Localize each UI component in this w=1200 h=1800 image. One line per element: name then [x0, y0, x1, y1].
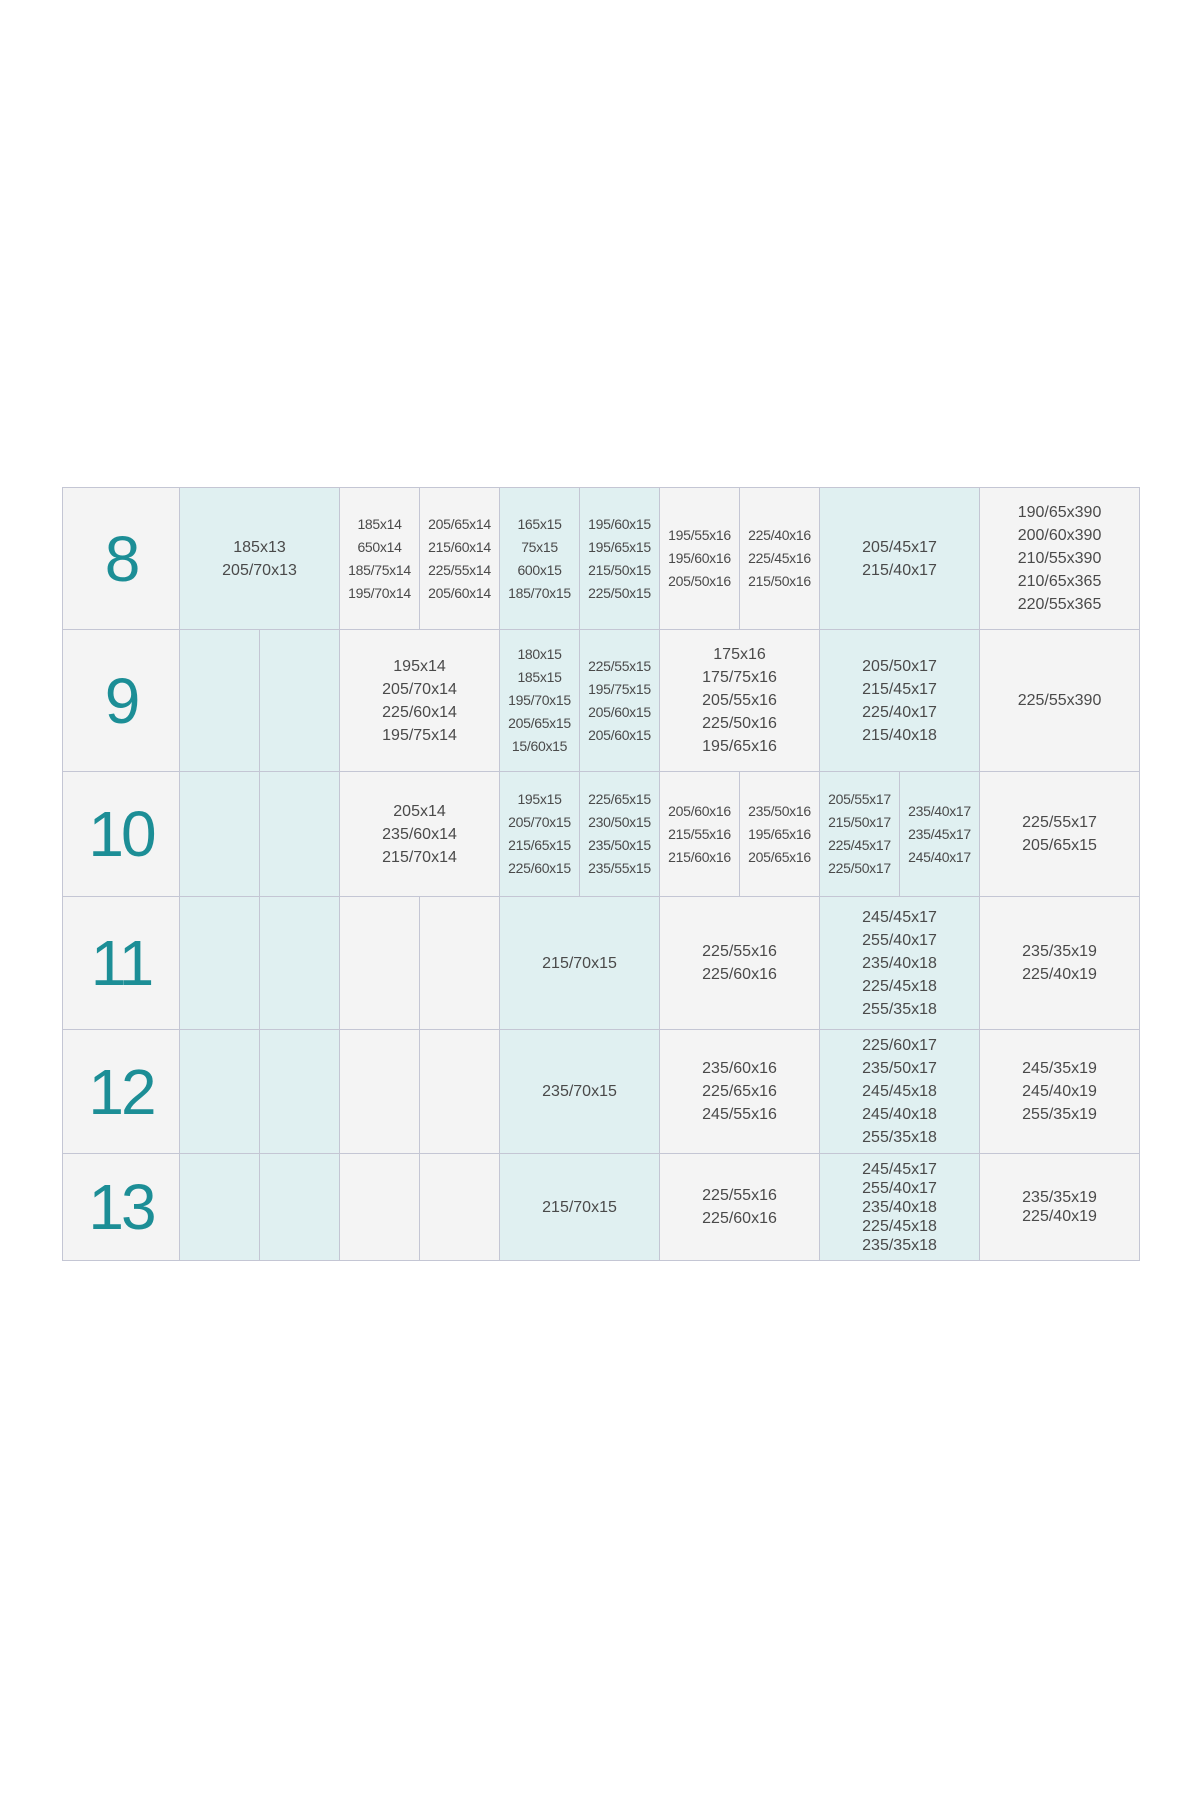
size-cell [260, 630, 340, 772]
tire-size: 225/55x390 [1017, 692, 1102, 709]
size-cell [740, 772, 820, 897]
tire-size: 75x15 [521, 538, 558, 555]
tire-size: 220/55x365 [1017, 596, 1102, 613]
size-cell [500, 630, 580, 772]
size-cell [500, 1030, 660, 1154]
table-row [63, 1030, 1140, 1154]
table-row [63, 897, 1140, 1030]
tire-size: 225/40x19 [1022, 1208, 1097, 1225]
tire-size: 205/70x15 [508, 814, 571, 830]
tire-size: 225/40x17 [862, 703, 937, 721]
tire-size: 235/40x18 [862, 954, 937, 972]
size-cell [180, 1030, 260, 1154]
tire-size: 215/55x16 [668, 825, 731, 842]
size-cell [660, 897, 820, 1030]
size-cell [180, 772, 260, 897]
size-cell [820, 1030, 980, 1154]
tire-size: 195/60x15 [588, 515, 651, 532]
tire-size: 195/70x15 [508, 692, 571, 708]
tire-size: 175x16 [713, 646, 766, 663]
tire-size: 235/35x18 [862, 1236, 937, 1254]
tire-size: 185x15 [517, 669, 562, 685]
tire-size: 225/55x16 [702, 943, 777, 960]
table-row [63, 772, 1140, 897]
table-row [63, 1154, 1140, 1261]
size-cell [660, 488, 740, 630]
tire-size: 245/40x18 [862, 1106, 937, 1123]
size-cell [820, 897, 980, 1030]
tire-size: 215/70x15 [542, 1198, 617, 1216]
tire-size: 205/60x14 [428, 584, 491, 601]
tire-size: 195/75x15 [588, 680, 651, 697]
tire-size: 205/60x15 [588, 726, 651, 743]
size-cell [500, 488, 580, 630]
size-cell [740, 488, 820, 630]
tire-size: 215/50x15 [588, 561, 651, 578]
tire-size: 245/40x17 [908, 848, 971, 865]
size-cell [980, 1154, 1140, 1261]
tire-size: 195x15 [517, 791, 562, 807]
tire-size: 205/50x16 [668, 573, 731, 589]
tire-size: 235/50x15 [588, 837, 651, 853]
tire-size: 225/45x18 [862, 977, 937, 995]
tire-size: 235/55x15 [588, 860, 651, 876]
tire-size: 245/40x19 [1022, 1083, 1097, 1100]
tire-size: 205/60x16 [668, 802, 731, 819]
tire-size: 205/55x16 [702, 692, 777, 709]
size-cell [980, 630, 1140, 772]
size-cell [420, 1030, 500, 1154]
tire-size: 225/60x16 [702, 966, 777, 983]
tire-size: 215/40x17 [862, 561, 937, 579]
size-cell [820, 488, 980, 630]
tire-size: 185x14 [357, 515, 402, 532]
tire-size: 215/60x14 [428, 538, 491, 555]
tire-size: 205/50x17 [862, 657, 937, 675]
tire-size: 245/55x16 [702, 1106, 777, 1123]
tire-size: 225/45x18 [862, 1217, 937, 1235]
size-cell [660, 1030, 820, 1154]
tire-size: 255/35x18 [862, 1129, 937, 1146]
tire-size: 225/60x14 [382, 703, 457, 721]
size-cell [260, 897, 340, 1030]
tire-size: 185x13 [233, 538, 286, 556]
tire-size: 180x15 [517, 646, 562, 662]
tire-size: 235/60x16 [702, 1060, 777, 1077]
tire-size: 235/45x17 [908, 825, 971, 842]
tire-size: 225/60x16 [702, 1210, 777, 1227]
size-cell [660, 772, 740, 897]
tire-size: 205/55x17 [828, 791, 891, 807]
tire-size: 650x14 [357, 538, 402, 555]
tire-size: 245/35x19 [1022, 1060, 1097, 1077]
table-row [63, 488, 1140, 630]
tire-size: 215/50x16 [748, 573, 811, 589]
tire-size: 245/45x18 [862, 1083, 937, 1100]
tire-size: 205/70x14 [382, 680, 457, 698]
tire-size: 225/45x16 [748, 550, 811, 566]
tire-size: 205/65x14 [428, 515, 491, 532]
tire-size: 245/45x17 [862, 908, 937, 926]
size-cell [500, 1154, 660, 1261]
tire-size: 225/60x15 [508, 860, 571, 876]
size-cell [900, 772, 980, 897]
size-cell [180, 897, 260, 1030]
tire-size: 255/35x19 [1022, 1106, 1097, 1123]
tire-size: 235/40x17 [908, 802, 971, 819]
row-number: 9 [63, 630, 180, 772]
tire-size: 210/55x390 [1017, 550, 1102, 567]
size-cell [340, 1154, 420, 1261]
tire-size: 205/65x15 [1022, 837, 1097, 854]
tire-size: 215/65x15 [508, 837, 571, 853]
tire-size: 235/60x14 [382, 825, 457, 843]
size-cell [340, 488, 420, 630]
tire-size: 255/40x17 [862, 1179, 937, 1197]
tire-size: 600x15 [517, 561, 562, 578]
size-cell [340, 1030, 420, 1154]
tire-size: 235/50x16 [748, 802, 811, 819]
tire-size: 225/55x14 [428, 561, 491, 578]
tire-size: 225/50x17 [828, 860, 891, 876]
size-cell [340, 630, 500, 772]
tire-size: 185/75x14 [348, 561, 411, 578]
tire-size: 205/70x13 [222, 561, 297, 579]
tire-size: 205/60x15 [588, 703, 651, 720]
tire-size: 255/40x17 [862, 931, 937, 949]
size-cell [500, 897, 660, 1030]
row-number: 11 [63, 897, 180, 1030]
tire-size: 225/55x16 [702, 1187, 777, 1204]
tire-size: 15/60x15 [511, 738, 568, 754]
tire-size: 195/75x14 [382, 726, 457, 744]
tire-size: 235/35x19 [1022, 1189, 1097, 1206]
size-cell [820, 1154, 980, 1261]
tire-size: 175/75x16 [702, 669, 777, 686]
tire-size: 195/65x16 [702, 738, 777, 755]
tire-size: 225/60x17 [862, 1037, 937, 1054]
tire-size: 195/70x14 [348, 584, 411, 601]
tire-size: 190/65x390 [1017, 504, 1102, 521]
size-cell [820, 772, 900, 897]
tire-size: 235/70x15 [542, 1083, 617, 1100]
tire-size: 195/60x16 [668, 550, 731, 566]
size-cell [420, 488, 500, 630]
tire-size: 195/65x15 [588, 538, 651, 555]
size-cell [980, 897, 1140, 1030]
tire-size: 215/70x15 [542, 954, 617, 972]
tire-size: 205x14 [393, 802, 446, 820]
tire-size: 225/45x17 [828, 837, 891, 853]
tire-size: 225/65x15 [588, 791, 651, 807]
tire-size: 195x14 [393, 657, 446, 675]
tire-size: 195/55x16 [668, 527, 731, 543]
size-cell [260, 1030, 340, 1154]
tire-size: 195/65x16 [748, 825, 811, 842]
row-number: 13 [63, 1154, 180, 1261]
tire-size: 205/45x17 [862, 538, 937, 556]
size-cell [260, 772, 340, 897]
tire-size: 215/45x17 [862, 680, 937, 698]
tire-size: 235/50x17 [862, 1060, 937, 1077]
tire-size: 225/55x15 [588, 657, 651, 674]
tire-size: 165x15 [517, 515, 562, 532]
size-cell [980, 488, 1140, 630]
tire-size: 215/50x17 [828, 814, 891, 830]
size-cell [500, 772, 580, 897]
size-cell [180, 1154, 260, 1261]
tire-size: 215/60x16 [668, 848, 731, 865]
tire-size: 225/50x15 [588, 584, 651, 601]
tire-size: 230/50x15 [588, 814, 651, 830]
size-cell [580, 488, 660, 630]
tire-size-table [62, 487, 1140, 1261]
tire-size: 225/40x19 [1022, 966, 1097, 983]
row-number: 10 [63, 772, 180, 897]
table-row [63, 630, 1140, 772]
tire-size: 215/40x18 [862, 726, 937, 744]
tire-size: 205/65x16 [748, 848, 811, 865]
tire-size: 205/65x15 [508, 715, 571, 731]
size-cell [180, 488, 340, 630]
size-cell [660, 630, 820, 772]
size-cell [420, 1154, 500, 1261]
tire-size: 225/65x16 [702, 1083, 777, 1100]
tire-size: 185/70x15 [508, 584, 571, 601]
row-number: 12 [63, 1030, 180, 1154]
size-cell [660, 1154, 820, 1261]
size-cell [580, 630, 660, 772]
tire-size: 235/35x19 [1022, 943, 1097, 960]
tire-size: 225/40x16 [748, 527, 811, 543]
size-cell [260, 1154, 340, 1261]
tire-size: 225/50x16 [702, 715, 777, 732]
size-cell [980, 772, 1140, 897]
tire-size: 200/60x390 [1017, 527, 1102, 544]
size-cell [340, 897, 420, 1030]
size-cell [420, 897, 500, 1030]
tire-size: 255/35x18 [862, 1000, 937, 1018]
size-cell [180, 630, 260, 772]
size-cell [340, 772, 500, 897]
tire-size: 235/40x18 [862, 1198, 937, 1216]
size-cell [820, 630, 980, 772]
size-cell [980, 1030, 1140, 1154]
size-cell [580, 772, 660, 897]
tire-size: 215/70x14 [382, 848, 457, 866]
tire-size: 210/65x365 [1017, 573, 1102, 590]
tire-size: 245/45x17 [862, 1160, 937, 1178]
row-number: 8 [63, 488, 180, 630]
tire-size: 225/55x17 [1022, 814, 1097, 831]
